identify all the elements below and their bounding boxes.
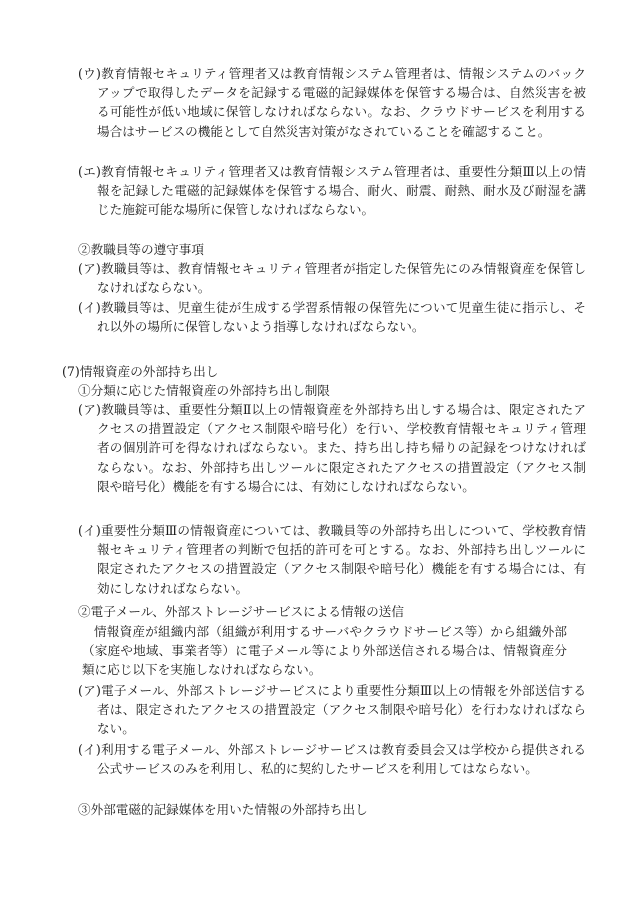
sec7-sub1-item-a-paragraph: (ア)教職員等は、重要性分類Ⅱ以上の情報資産を外部持ち出しする場合は、限定されたアクセスの措置設定（アクセス制限や暗号化）を行い、学校教育情報セキュリティ管理者の個別許可を得なければならない。また、持ち出し持ち帰りの記録をつけなければならない。なお、外部持ち出しツールに限定されたアクセスの措置設定（アクセス制限や暗号化）機能を有する場合には、有効にしなければならない。	[78, 402, 587, 494]
section-7-sub1-heading: ①分類に応じた情報資産の外部持ち出し制限	[78, 383, 330, 398]
sub2-item-i-paragraph: (イ)教職員等は、児童生徒が生成する学習系情報の保管先について児童生徒に指示し、それ以外の場所に保管しないよう指導しなければならない。	[78, 300, 586, 335]
sec7-sub2-item-i-paragraph: (イ)利用する電子メール、外部ストレージサービスは教育委員会又は学校から提供される公式サービスのみを利用し、私的に契約したサービスを利用してはならない。	[78, 742, 586, 777]
section-7-sub3-heading: ③外部電磁的記録媒体を用いた情報の外部持ち出し	[78, 802, 368, 817]
sec7-sub2-item-a-paragraph: (ア)電子メール、外部ストレージサービスにより重要性分類Ⅲ以上の情報を外部送信する者は、限定されたアクセスの措置設定（アクセス制限や暗号化）を行わなければならない。	[78, 683, 586, 737]
section-7-heading: (7)情報資産の外部持ち出し	[62, 364, 219, 379]
section-7-sub2-heading: ②電子メール、外部ストレージサービスによる情報の送信	[78, 604, 404, 619]
sec7-sub2-intro-paragraph: 情報資産が組織内部（組織が利用するサーバやクラウドサービス等）から組織外部（家庭や地域、事業者等）に電子メール等により外部送信される場合は、情報資産分類に応じ以下を実施しなければならない。	[82, 624, 567, 678]
sec7-sub1-item-i-paragraph: (イ)重要性分類Ⅲの情報資産については、教職員等の外部持ち出しについて、学校教育情報セキュリティ管理者の判断で包括的許可を可とする。なお、外部持ち出しツールに限定されたアクセスの措置設定（アクセス制限や暗号化）機能を有する場合には、有効にしなければならない。	[78, 523, 586, 596]
sub2-item-a-paragraph: (ア)教職員等は、教育情報セキュリティ管理者が指定した保管先にのみ情報資産を保管しなければならない。	[78, 261, 586, 296]
item-e-paragraph: (エ)教育情報セキュリティ管理者又は教育情報システム管理者は、重要性分類Ⅲ以上の情報を記録した電磁的記録媒体を保管する場合、耐火、耐震、耐熱、耐水及び耐湿を講じた施錠可能な場所に保管しなければならない。	[78, 164, 587, 218]
item-u-paragraph: (ウ)教育情報セキュリティ管理者又は教育情報システム管理者は、情報システムのバックアップで取得したデータを記録する電磁的記録媒体を保管する場合は、自然災害を被る可能性が低い地域に保管しなければならない。なお、クラウドサービスを利用する場合はサービスの機能として自然災害対策がなされていることを確認すること。	[78, 66, 586, 139]
subsection-2-heading: ②教職員等の遵守事項	[78, 242, 204, 257]
